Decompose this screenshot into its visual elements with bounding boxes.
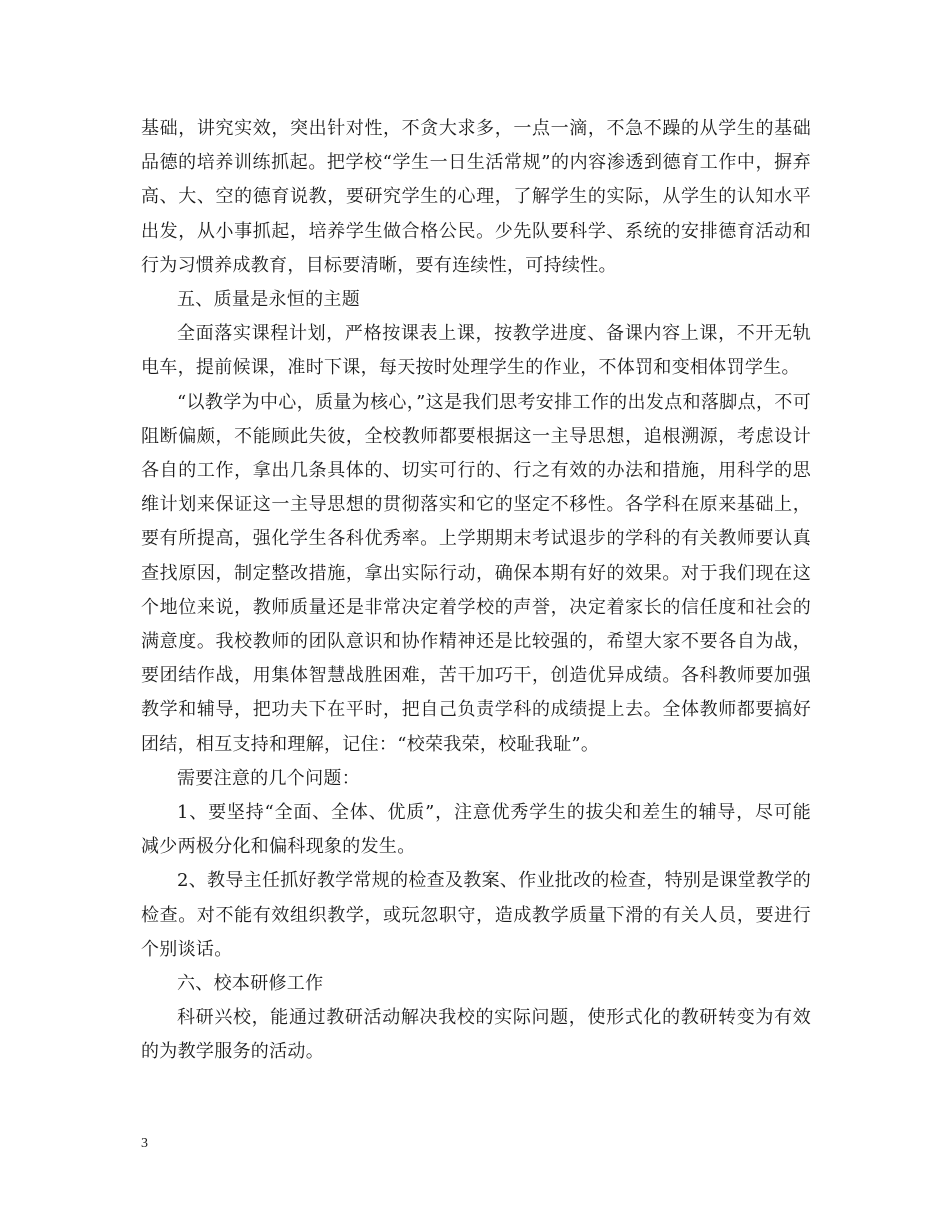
section-heading-research: 六、校本研修工作 xyxy=(177,973,324,995)
list-item-1: 1、要坚持“全面、全体、优质”，注意优秀学生的拔尖和差生的辅导，尽可能减少两极分化和偏科现象的发生。 xyxy=(141,802,811,858)
page-number: 3 xyxy=(141,1136,148,1151)
document-body xyxy=(141,112,811,1070)
paragraph-continuation: 基础，讲究实效，突出针对性，不贪大求多，一点一滴，不急不躁的从学生的基础品德的培养训练抓起。把学校“学生一日生活常规”的内容渗透到德育工作中，摒弃高、大、空的德育说教，要研究学生的心理，了解学生的实际，从学生的认知水平出发，从小事抓起，培养学生做合格公民。少先队要科学、系统的安排德育活动和行为习惯养成教育，目标要清晰，要有连续性，可持续性。 xyxy=(141,118,811,276)
paragraph-curriculum: 全面落实课程计划，严格按课表上课，按教学进度、备课内容上课，不开无轨电车，提前候课，准时下课，每天按时处理学生的作业，不体罚和变相体罚学生。 xyxy=(141,323,811,379)
section-heading-quality: 五、质量是永恒的主题 xyxy=(177,289,360,311)
paragraph-teaching-center: “以教学为中心，质量为核心，”这是我们思考安排工作的出发点和落脚点，不可阻断偏颇，不能顾此失彼，全校教师都要根据这一主导思想，追根溯源，考虑设计各自的工作，拿出几条具体的、切实可行的、行之有效的办法和措施，用科学的思维计划来保证这一主导思想的贯彻落实和它的坚定不移性。各学科在原来基础上，要有所提高，强化学生各科优秀率。上学期期末考试退步的学科的有关教师要认真查找原因，制定整改措施，拿出实际行动，确保本期有好的效果。对于我们现在这个地位来说，教师质量还是非常决定着学校的声誉，决定着家长的信任度和社会的满意度。我校教师的团队意识和协作精神还是比较强的，希望大家不要各自为战，要团结作战，用集体智慧战胜困难，苦干加巧干，创造优异成绩。各科教师要加强教学和辅导，把功夫下在平时，把自己负责学科的成绩提上去。全体教师都要搞好团结，相互支持和理解，记住：“校荣我荣，校耻我耻”。 xyxy=(141,391,811,755)
heading-issues: 需要注意的几个问题： xyxy=(177,767,360,789)
paragraph-research: 科研兴校，能通过教研活动解决我校的实际问题，使形式化的教研转变为有效的为教学服务的活动。 xyxy=(141,1007,811,1063)
list-item-2: 2、教导主任抓好教学常规的检查及教案、作业批改的检查，特别是课堂教学的检查。对不能有效组织教学，或玩忽职守，造成教学质量下滑的有关人员，要进行个别谈话。 xyxy=(141,870,811,960)
